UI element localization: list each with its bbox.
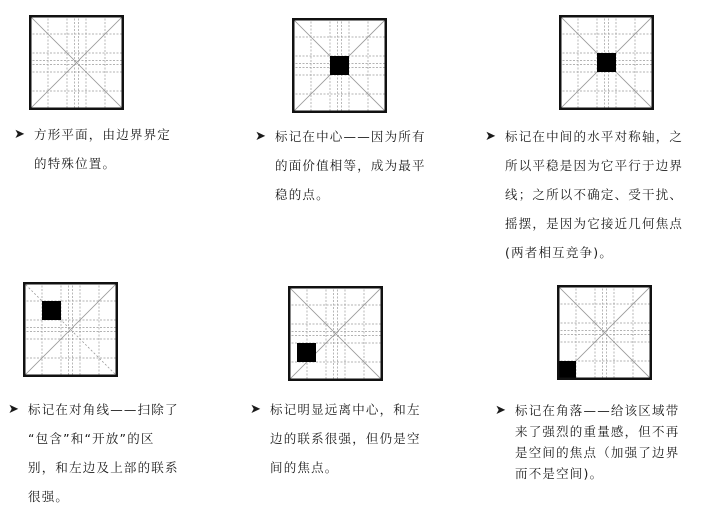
bullet-arrow-icon: ➤ (250, 402, 263, 417)
caption-5 (250, 395, 421, 482)
grid-svg (292, 18, 387, 113)
grid-svg (557, 285, 652, 380)
caption-1 (14, 120, 172, 178)
caption-line: 摇摆，是因为它接近几何焦点 (505, 216, 684, 231)
caption-line: 边的联系很强，但仍是空 (270, 431, 421, 446)
caption-line: 间的焦点。 (270, 460, 339, 475)
caption-line: 别，和左边及上部的联系 (28, 460, 179, 475)
bullet-arrow-icon: ➤ (495, 403, 508, 418)
grid-svg (23, 282, 118, 377)
caption-line: 的特殊位置。 (34, 156, 117, 171)
grid-square-5 (288, 286, 383, 381)
grid-square-2 (292, 18, 387, 113)
caption-line: 的面价值相等，成为最平 (275, 158, 426, 173)
bullet-arrow-icon: ➤ (255, 129, 268, 144)
caption-3 (485, 122, 684, 267)
caption-line: (两者相互竞争)。 (505, 245, 614, 260)
caption-line: 很强。 (28, 489, 70, 504)
caption-4 (8, 395, 179, 511)
caption-2 (255, 122, 426, 209)
grid-square-6 (557, 285, 652, 380)
caption-line: 标记在对角线——扫除了 (28, 402, 179, 417)
bullet-arrow-icon: ➤ (14, 127, 27, 142)
caption-line: 稳的点。 (275, 187, 330, 202)
grid-svg (29, 15, 124, 110)
grid-svg (288, 286, 383, 381)
bullet-arrow-icon: ➤ (8, 402, 21, 417)
caption-line: 来了强烈的重量感，但不再 (515, 424, 680, 439)
grid-square-3 (559, 15, 654, 110)
caption-line: 所以平稳是因为它平行于边界 (505, 158, 684, 173)
caption-line: 是空间的焦点（加强了边界 (515, 445, 680, 460)
caption-line: 标记在中间的水平对称轴，之 (505, 129, 684, 144)
caption-line: 而不是空间)。 (515, 466, 604, 481)
bullet-arrow-icon: ➤ (485, 129, 498, 144)
caption-line: 标记在中心——因为所有 (275, 129, 426, 144)
grid-square-4 (23, 282, 118, 377)
caption-line: 标记在角落——给该区域带 (515, 403, 680, 418)
grid-square-1 (29, 15, 124, 110)
grid-svg (559, 15, 654, 110)
caption-line: 线；之所以不确定、受干扰、 (505, 187, 684, 202)
caption-line: 标记明显远离中心，和左 (270, 402, 421, 417)
caption-line: “包含”和“开放”的区 (28, 431, 155, 446)
caption-line: 方形平面，由边界界定 (34, 127, 172, 142)
caption-6 (495, 400, 680, 484)
